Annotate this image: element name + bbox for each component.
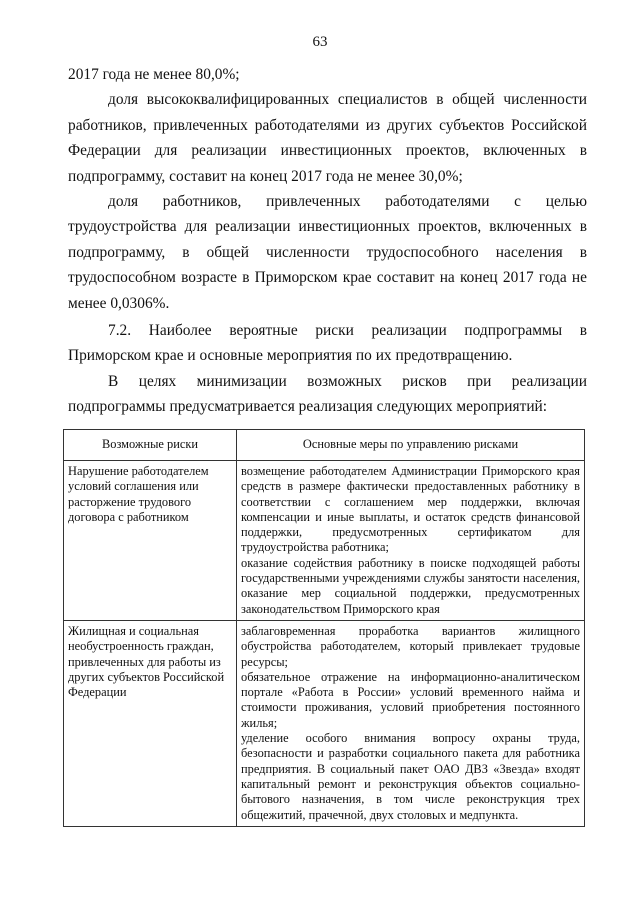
measures-cell (237, 461, 585, 621)
risk-cell: Жилищная и социальная необустроенность граждан, привлеченных для работы из других субъектов Российской Федерации (64, 620, 237, 826)
header-possible-risks: Возможные риски (64, 430, 237, 461)
page-number: 63 (312, 34, 328, 50)
header-risk-measures: Основные меры по управлению рисками (237, 430, 585, 461)
section-heading-risks: 7.2. Наиболее вероятные риски реализации подпрограммы в Приморском крае и основные мероприятия по их предотвращению. (68, 322, 587, 365)
measure-item: заблаговременная проработка вариантов жилищного обустройства работодателем, который привлекает трудовые ресурсы; (241, 623, 580, 669)
risk-table (63, 429, 585, 827)
risk-cell: Нарушение работодателем условий соглашения или расторжение трудового договора с работником (64, 461, 237, 621)
paragraph-measures-intro: В целях минимизации возможных рисков при реализации подпрограммы предусматривается реализация следующих мероприятий: (68, 372, 587, 416)
measure-item: возмещение работодателем Администрации Приморского края средств в размере фактически предоставленных работнику в соответствии с соглашением мер поддержки, включая компенсации и иные выплаты, и остаток средств финансовой поддержки, предусмотренных сертификатом для трудоустройства работника; (241, 464, 580, 555)
paragraph-workers-share: доля работников, привлеченных работодателями с целью трудоустройства для реализации инвестиционных проектов, включенных в подпрограмму, в общей численности трудоспособного населения в трудоспособном возрасте в Приморском крае составит на конец 2017 года не менее 0,0306%. (68, 193, 587, 312)
measures-cell (237, 620, 585, 826)
measure-item: обязательное отражение на информационно-аналитическом портале «Работа в России» условий временного найма и стоимости проживания, условий приобретения постоянного жилья; (241, 669, 580, 730)
table-header-row (64, 430, 585, 461)
paragraph-specialists-share: доля высококвалифицированных специалистов в общей численности работников, привлеченных работодателями из других субъектов Российской Федерации для реализации инвестиционных проектов, включенных в подпрограмму, составит на конец 2017 года не менее 30,0%; (68, 91, 587, 185)
measure-item: оказание содействия работнику в поиске подходящей работы государственными учреждениями службы занятости населения, оказание мер социальной поддержки, предусмотренных законодательством Приморского края (241, 555, 580, 616)
document-body (68, 62, 587, 420)
paragraph-continuation: 2017 года не менее 80,0%; (68, 66, 240, 83)
table-row (64, 620, 585, 826)
measure-item: уделение особого внимания вопросу охраны труда, безопасности и разработки социального пакета для работника предприятия. В социальный пакет ОАО ДВЗ «Звезда» входят капитальный ремонт и реконструкция объектов социально-бытового назначения, в том числе реконструкция трех общежитий, прачечной, двух столовых и медпункта. (241, 731, 580, 822)
table-row (64, 461, 585, 621)
